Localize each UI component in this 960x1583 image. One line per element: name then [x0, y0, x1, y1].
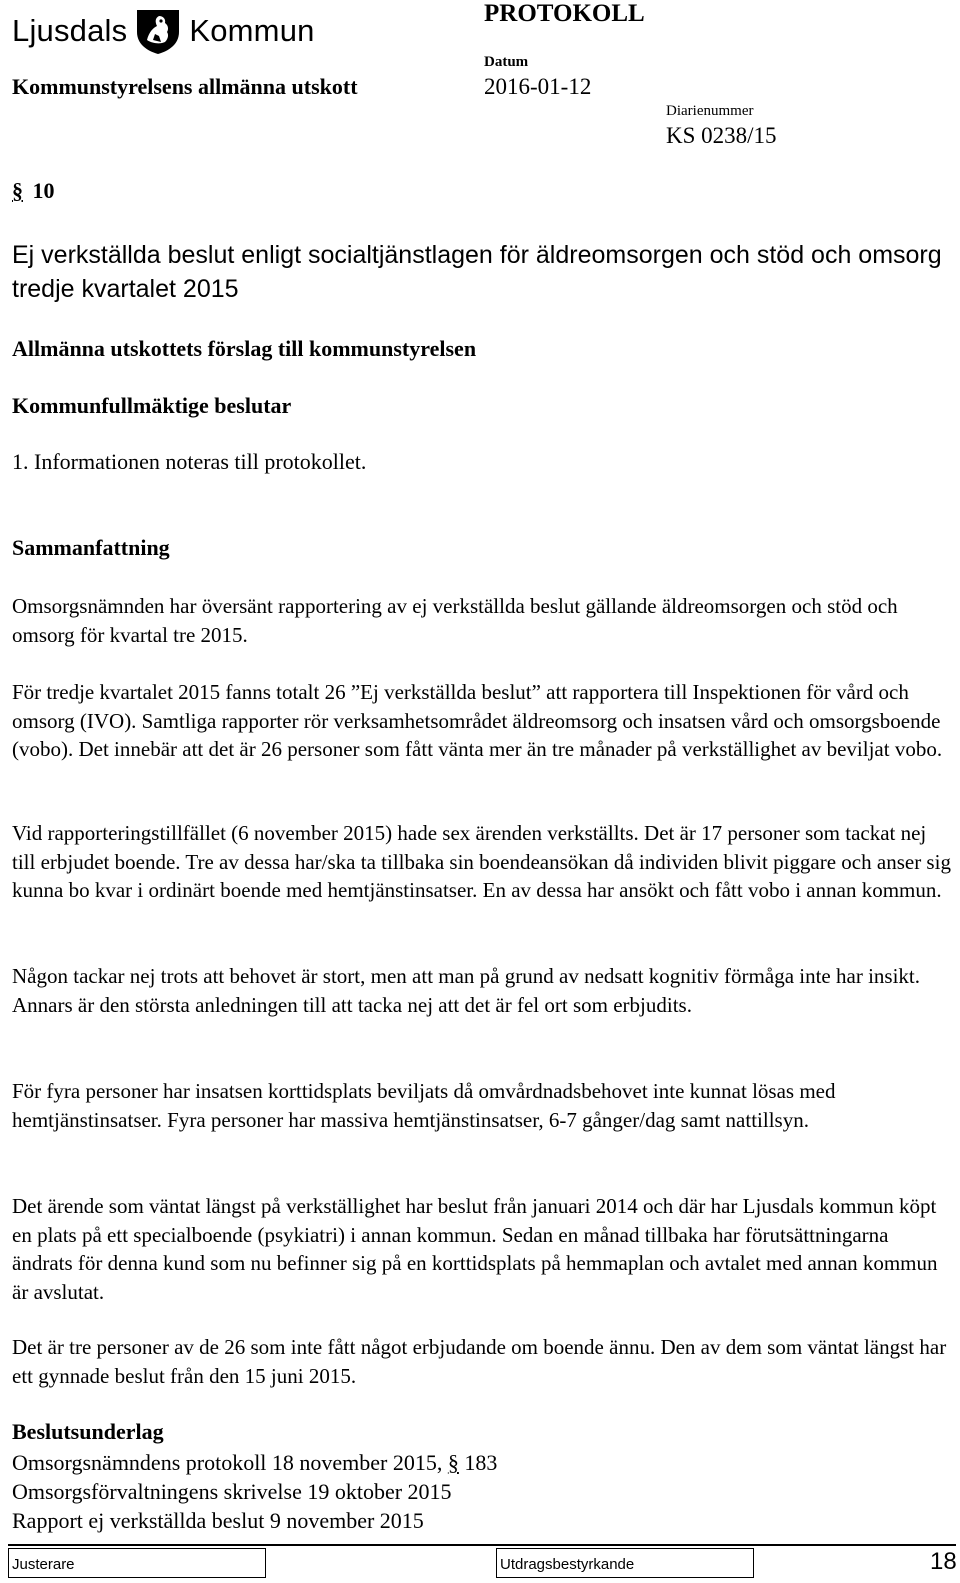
- section-number: 10: [32, 178, 55, 203]
- summary-paragraph-5: För fyra personer har insatsen korttidsplats beviljats då omvårdnadsbehovet inte kunnat lösas med hemtjänstinsatser. Fyra personer har massiva hemtjänstinsatser, 6-7 gånger/dag samt nattillsyn.: [12, 1079, 836, 1132]
- summary-paragraph-6: Det ärende som väntat längst på verkställighet har beslut från januari 2014 och där har Ljusdals kommun köpt en plats på ett specialboende (psykiatri) i annan kommun. Sedan en månad tillbaka har förutsättningarna ändrats för denna kund som nu befinner sig på en korttidsplats på hemmaplan och avtalet med annan kommun är avslutat.: [12, 1194, 938, 1304]
- item-title: Ej verkställda beslut enligt socialtjänstlagen för äldreomsorgen och stöd och omsorg tredje kvartalet 2015: [12, 241, 942, 303]
- registration-number: KS 0238/15: [666, 123, 777, 148]
- proposal-heading: Allmänna utskottets förslag till kommunstyrelsen: [12, 336, 477, 361]
- summary-heading: Sammanfattning: [12, 535, 170, 560]
- basis-item: Omsorgsförvaltningens skrivelse 19 oktober 2015: [12, 1479, 452, 1504]
- signature-footer: [8, 1544, 956, 1580]
- footer-divider: [8, 1544, 956, 1546]
- paragraph-number: [12, 178, 55, 204]
- basis-item: Rapport ej verkställda beslut 9 november 2015: [12, 1508, 424, 1533]
- document-type: PROTOKOLL: [484, 0, 645, 27]
- registration-label: Diarienummer: [666, 103, 754, 119]
- municipality-logo: [12, 6, 315, 56]
- basis-list: [12, 1448, 497, 1535]
- logo-text-left: Ljusdals: [12, 13, 128, 48]
- section-symbol: §: [12, 178, 23, 203]
- adjuster-label: Justerare: [12, 1556, 75, 1573]
- date-label: Datum: [484, 54, 529, 70]
- summary-paragraph-3: Vid rapporteringstillfället (6 november 2015) hade sex ärenden verkställts. Det är 17 personer som tackat nej till erbjudet boende. Tre av dessa har/ska ta tillbaka sin boendeansökan då individen blivit piggare och anser sig kunna bo kvar i ordinärt boende med hemtjänstinsatser. En av dessa har ansökt och fått vobo i annan kommun.: [12, 821, 951, 903]
- section-symbol-ref: §: [447, 1450, 459, 1475]
- summary-paragraph-2: För tredje kvartalet 2015 fanns totalt 26 ”Ej verkställda beslut” att rapportera till Inspektionen för vård och omsorg (IVO). Samtliga rapporter rör verksamhetsområdet äldreomsorg och insatsen vård och omsorgsboende (vobo). Det innebär att det är 26 personer som fått vänta mer än tre månader på verkställighet av beviljat vobo.: [12, 680, 943, 762]
- summary-paragraph-1: Omsorgsnämnden har översänt rapportering av ej verkställda beslut gällande äldreomsorgen och stöd och omsorg för kvartal tre 2015.: [12, 594, 898, 647]
- certification-label: Utdragsbestyrkande: [500, 1556, 635, 1573]
- summary-paragraph-4: Någon tackar nej trots att behovet är stort, men att man på grund av nedsatt kognitiv förmåga inte har insikt. Annars är den största anledningen till att tacka nej att det är fel ort som erbjudits.: [12, 964, 920, 1017]
- decision-item: 1. Informationen noteras till protokollet.: [12, 449, 367, 474]
- decision-heading: Kommunfullmäktige beslutar: [12, 393, 292, 418]
- date-value: 2016-01-12: [484, 74, 592, 99]
- logo-text-right: Kommun: [189, 13, 315, 48]
- basis-heading: Beslutsunderlag: [12, 1419, 164, 1444]
- summary-paragraph-7: Det är tre personer av de 26 som inte fått något erbjudande om boende ännu. Den av dem som väntat längst har ett gynnade beslut från den 15 juni 2015.: [12, 1335, 947, 1388]
- committee-name: Kommunstyrelsens allmänna utskott: [12, 74, 358, 99]
- coat-of-arms-icon: [133, 6, 183, 56]
- basis-item: Omsorgsnämndens protokoll 18 november 2015, § 183: [12, 1450, 498, 1475]
- page-number: 18: [930, 1548, 957, 1575]
